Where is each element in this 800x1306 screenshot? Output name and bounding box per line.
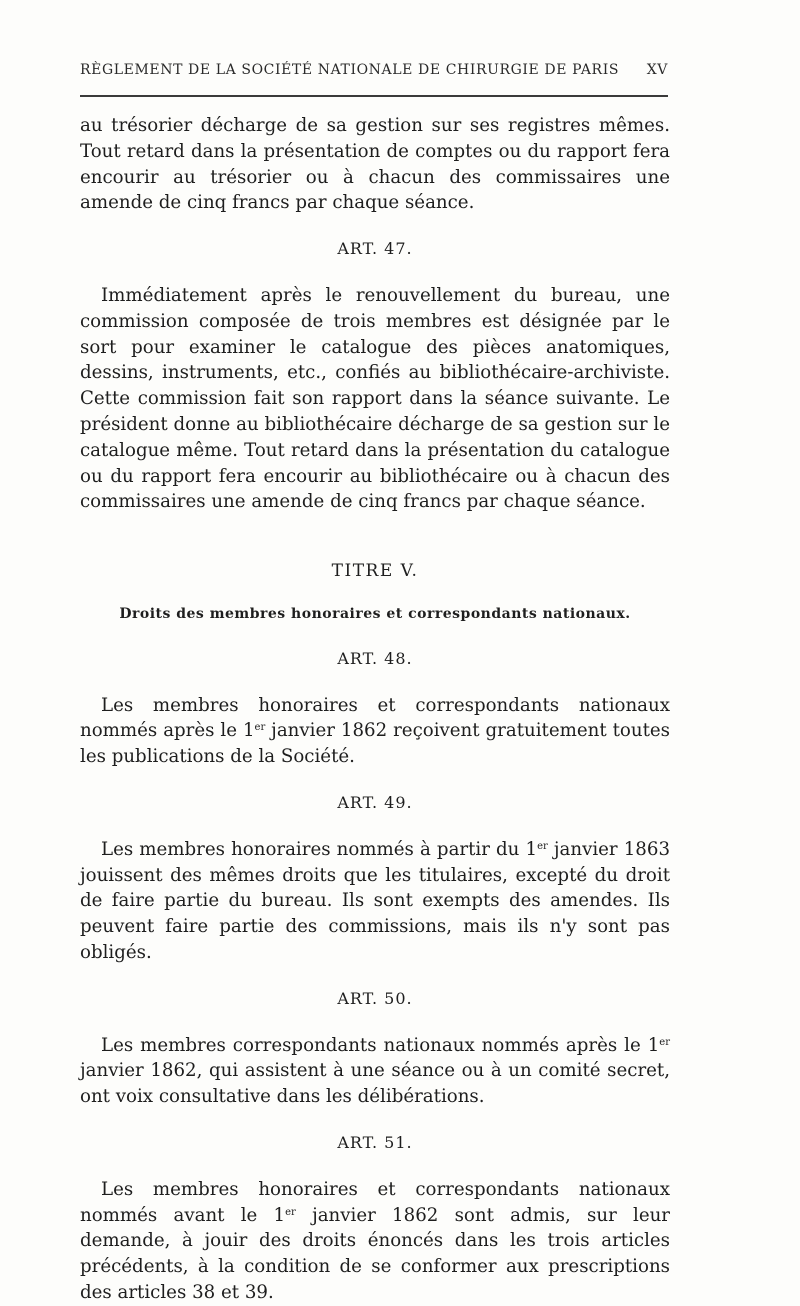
running-head <box>80 62 668 78</box>
page-number: XV <box>646 62 668 78</box>
ordinal-superscript: er <box>254 722 266 734</box>
ordinal-superscript: er <box>285 1206 296 1218</box>
article-51-text-b: janvier 1862 sont admis, sur leur demande, à jouir des droits énoncés dans les trois articles précédents, à la condition de se conformer aux prescriptions des articles 38 et 39. <box>80 1204 671 1303</box>
article-49-text <box>80 837 670 966</box>
article-49-heading: ART. 49. <box>337 792 413 812</box>
article-49-text-b: janvier 1863 jouissent des mêmes droits que les titulaires, excepté du droit de faire partie du bureau. Ils sont exempts des amendes. Ils peuvent faire partie des commissions, mais ils n'y sont pas obligés. <box>80 838 671 963</box>
article-47-heading: ART. 47. <box>337 239 413 259</box>
article-48-heading: ART. 48. <box>337 648 413 668</box>
article-51-text <box>80 1177 670 1306</box>
titre-heading: TITRE V. <box>331 561 419 582</box>
header-rule <box>80 95 668 97</box>
running-title: RÈGLEMENT DE LA SOCIÉTÉ NATIONALE DE CHIRURGIE DE PARIS <box>80 62 620 78</box>
continued-paragraph: au trésorier décharge de sa gestion sur ses registres mêmes. Tout retard dans la présentation de comptes ou du rapport fera encourir au trésorier ou à chacun des commissaires une amende de cinq francs par chaque séance. <box>80 115 670 214</box>
article-51-heading: ART. 51. <box>337 1132 413 1152</box>
titre-subtitle: Droits des membres honoraires et correspondants nationaux. <box>119 605 631 622</box>
ordinal-superscript: er <box>659 1036 670 1048</box>
ordinal-superscript: er <box>537 840 548 852</box>
article-48-text-a: Les membres honoraires et correspondants nationaux nommés après le 1 <box>80 694 670 742</box>
article-50-text <box>80 1033 670 1110</box>
article-50-text-a: Les membres correspondants nationaux nommés après le 1 <box>101 1034 660 1056</box>
article-49-text-a: Les membres honoraires nommés à partir du 1 <box>101 838 538 860</box>
article-47-text: Immédiatement après le renouvellement du bureau, une commission composée de trois membres est désignée par le sort pour examiner le catalogue des pièces anatomiques, dessins, instruments, etc., confiés au bibliothécaire-archiviste. Cette commission fait son rapport dans la séance suivante. Le président donne au bibliothécaire décharge de sa gestion sur le catalogue même. Tout retard dans la présentation du catalogue ou du rapport fera encourir au bibliothécaire ou à chacun des commissaires une amende de cinq francs par chaque séance. <box>80 284 670 513</box>
article-50-text-b: janvier 1862, qui assistent à une séance ou à un comité secret, ont voix consultative dans les délibérations. <box>80 1060 670 1108</box>
page-body <box>80 113 670 1306</box>
article-48-text <box>80 693 670 770</box>
article-50-heading: ART. 50. <box>337 988 413 1008</box>
article-51-text-a: Les membres honoraires et correspondants nationaux nommés avant le 1 <box>80 1178 670 1226</box>
article-48-text-b: janvier 1862 reçoivent gratuitement toutes les publications de la Société. <box>80 720 670 768</box>
